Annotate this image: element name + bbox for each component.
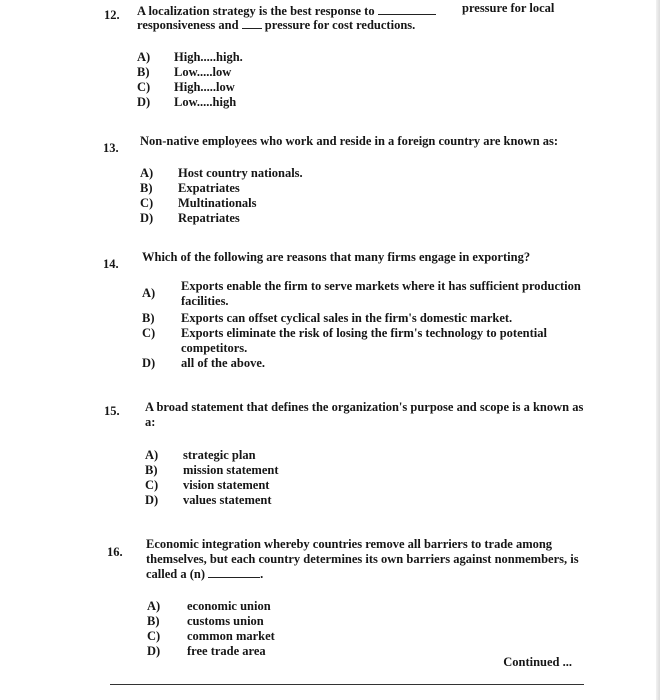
option-letter: A) <box>137 50 151 64</box>
option-text: free trade area <box>187 644 266 658</box>
question-number: 12. <box>104 8 120 22</box>
option-text: Exports enable the firm to serve markets where it has sufficient production <box>181 279 581 293</box>
question-text-line: A broad statement that defines the organization's purpose and scope is a known as <box>145 400 584 414</box>
question-text-line <box>146 567 586 582</box>
options-list <box>142 279 582 371</box>
question-text-line2 <box>137 18 557 33</box>
option-text: strategic plan <box>183 448 256 462</box>
option-b[interactable] <box>145 463 365 478</box>
option-text: vision statement <box>183 478 270 492</box>
option-a[interactable] <box>137 50 337 65</box>
question-text: Which of the following are reasons that many firms engage in exporting? <box>142 250 531 264</box>
option-letter: D) <box>145 493 159 507</box>
question-text-line: a: <box>145 415 156 429</box>
option-letter: B) <box>142 311 155 325</box>
option-letter: C) <box>145 478 159 492</box>
option-a[interactable] <box>140 166 360 181</box>
option-b[interactable] <box>137 65 337 80</box>
option-d[interactable] <box>140 211 360 226</box>
option-text: Expatriates <box>178 181 240 195</box>
answer-blank <box>208 567 260 578</box>
option-c[interactable] <box>140 196 360 211</box>
option-text: Exports can offset cyclical sales in the firm's domestic market. <box>181 311 513 325</box>
option-text: economic union <box>187 599 271 613</box>
option-letter: B) <box>140 181 153 195</box>
question-number: 14. <box>103 257 119 271</box>
option-letter: C) <box>142 326 156 340</box>
option-b[interactable] <box>147 614 367 629</box>
question-text <box>145 400 585 430</box>
option-letter: A) <box>145 448 159 462</box>
option-letter: A) <box>142 286 156 300</box>
question-text-line: themselves, but each country determines its own barriers against nonmembers, is <box>146 552 579 566</box>
page-edge <box>656 0 660 700</box>
option-b[interactable] <box>142 311 582 326</box>
option-text: Repatriates <box>178 211 240 225</box>
option-letter: B) <box>147 614 160 628</box>
option-text-continued: competitors. <box>181 341 248 355</box>
question-number: 15. <box>104 404 120 418</box>
option-text: High.....low <box>174 80 235 94</box>
option-text: all of the above. <box>181 356 266 370</box>
question-text-line: Economic integration whereby countries remove all barriers to trade among <box>146 537 553 551</box>
answer-blank <box>378 4 436 15</box>
question-text-part: responsiveness and <box>137 18 239 32</box>
option-b[interactable] <box>140 181 360 196</box>
option-text: customs union <box>187 614 264 628</box>
question-number: 16. <box>107 545 123 559</box>
option-c[interactable] <box>145 478 365 493</box>
option-letter: D) <box>142 356 156 370</box>
question-text <box>146 537 586 582</box>
option-letter: C) <box>140 196 154 210</box>
option-letter: C) <box>137 80 151 94</box>
option-d[interactable] <box>142 356 582 371</box>
option-letter: C) <box>147 629 161 643</box>
option-c[interactable] <box>147 629 367 644</box>
option-text-continued: facilities. <box>181 294 229 308</box>
options-list <box>147 599 367 659</box>
question-number: 13. <box>103 141 119 155</box>
answer-blank <box>242 18 262 29</box>
continued-label: Continued ... <box>503 655 572 669</box>
option-c[interactable] <box>142 326 582 356</box>
option-text: Low.....low <box>174 65 232 79</box>
option-text: Multinationals <box>178 196 257 210</box>
question-text-fragment: pressure for local <box>462 1 555 15</box>
option-c[interactable] <box>137 80 337 95</box>
question-text-part: . <box>260 567 264 581</box>
option-text: Exports eliminate the risk of losing the firm's technology to potential <box>181 326 547 340</box>
options-list <box>137 50 337 110</box>
option-d[interactable] <box>145 493 365 508</box>
option-a[interactable] <box>145 448 365 463</box>
option-letter: B) <box>145 463 158 477</box>
option-text: High.....high. <box>174 50 243 64</box>
question-text: Non-native employees who work and reside in a foreign country are known as: <box>140 134 559 148</box>
option-text: Low.....high <box>174 95 237 109</box>
option-letter: A) <box>147 599 161 613</box>
option-text: Host country nationals. <box>178 166 303 180</box>
options-list <box>140 166 360 226</box>
option-text: values statement <box>183 493 272 507</box>
option-a[interactable] <box>147 599 367 614</box>
option-d[interactable] <box>137 95 337 110</box>
option-text: common market <box>187 629 275 643</box>
option-a[interactable] <box>142 279 582 309</box>
option-d[interactable] <box>147 644 367 659</box>
bottom-divider <box>110 684 584 685</box>
option-letter: B) <box>137 65 150 79</box>
options-list <box>145 448 365 508</box>
option-letter: A) <box>140 166 154 180</box>
question-text-part: called a (n) <box>146 567 206 581</box>
option-text: mission statement <box>183 463 279 477</box>
question-text-part: pressure for cost reductions. <box>264 18 416 32</box>
option-letter: D) <box>147 644 161 658</box>
option-letter: D) <box>140 211 154 225</box>
option-letter: D) <box>137 95 151 109</box>
question-text-part: A localization strategy is the best response to <box>137 4 375 18</box>
